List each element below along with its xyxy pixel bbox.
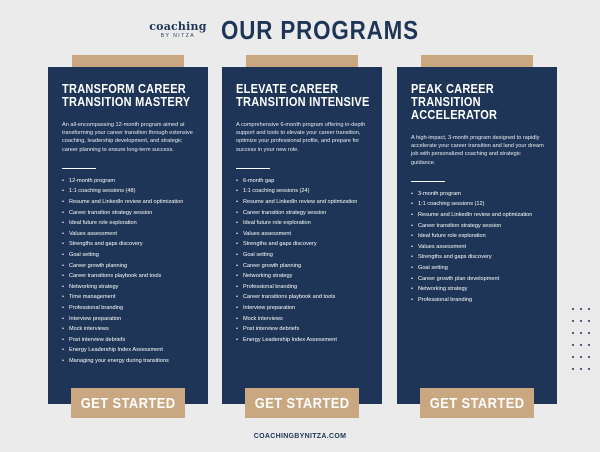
- list-item: • 1:1 coaching sessions (24): [236, 188, 310, 195]
- list-item: • Managing your energy during transitions: [62, 357, 169, 364]
- list-item: • Career transitions playbook and tools: [62, 273, 162, 280]
- page-header: [0, 10, 600, 50]
- list-item: • Energy Leadership Index Assessment: [62, 347, 163, 354]
- program-card-peak: [397, 67, 557, 404]
- program-card-transform: [48, 67, 208, 404]
- list-item: • Ideal future role exploration: [236, 220, 311, 227]
- list-item: • Resume and LinkedIn review and optimization: [411, 212, 533, 218]
- list-item: • 1:1 coaching sessions (12): [411, 201, 485, 208]
- list-item: • Goal setting: [62, 251, 99, 258]
- list-item: • Ideal future role exploration: [411, 233, 486, 240]
- list-item: • Goal setting: [236, 251, 273, 258]
- divider: [236, 168, 270, 169]
- list-item: • Professional branding: [62, 304, 124, 311]
- list-item: • Networking strategy: [411, 286, 468, 293]
- list-item: • Career growth planning: [236, 262, 302, 269]
- list-item: • Resume and LinkedIn review and optimization: [62, 199, 184, 205]
- get-started-button-transform[interactable]: GET STARTED: [71, 388, 185, 418]
- program-description: A high-impact, 3-month program designed to rapidly accelerate your career transition and land your dream job with personalized coaching and strategic guidance.: [411, 135, 544, 166]
- list-item: • Interview preparation: [236, 304, 296, 311]
- list-item: • Time management: [62, 294, 116, 301]
- program-feature-list: [62, 176, 196, 367]
- list-item: • Values assessment: [411, 243, 467, 250]
- list-item: • Strengths and gaps discovery: [62, 241, 143, 248]
- get-started-button-peak[interactable]: GET STARTED: [420, 388, 534, 418]
- program-feature-list: [236, 176, 370, 346]
- list-item: • Mock interviews: [62, 326, 109, 333]
- list-item: • Career growth plan development: [411, 275, 500, 282]
- get-started-button-elevate[interactable]: GET STARTED: [245, 388, 359, 418]
- divider: [62, 168, 96, 169]
- list-item: • Professional branding: [411, 296, 473, 303]
- list-item: • 3-month program: [411, 190, 461, 197]
- list-item: • 6-month gap: [236, 177, 275, 184]
- list-item: • Energy Leadership Index Assessment: [236, 336, 337, 343]
- list-item: • Goal setting: [411, 264, 448, 271]
- list-item: • 1:1 coaching sessions (48): [62, 188, 136, 195]
- program-title: PEAK CAREER TRANSITION ACCELERATOR: [411, 82, 498, 122]
- website-link[interactable]: COACHINGBYNITZA.COM: [253, 433, 347, 440]
- divider: [411, 181, 445, 182]
- list-item: • Networking strategy: [236, 273, 293, 280]
- list-item: • Interview preparation: [62, 315, 122, 322]
- program-title: ELEVATE CAREER TRANSITION INTENSIVE: [236, 82, 370, 109]
- program-description: An all-encompassing 12-month program aimed at transforming your career transition through extensive coaching, leadership development, and strategic career planning to ensure long-term success.: [62, 122, 193, 153]
- list-item: • Values assessment: [62, 230, 118, 237]
- list-item: • Career transitions playbook and tools: [236, 294, 336, 301]
- list-item: • Ideal future role exploration: [62, 220, 137, 227]
- decorative-dot-grid: [572, 308, 596, 378]
- list-item: • Strengths and gaps discovery: [236, 241, 317, 248]
- list-item: • Post interview debriefs: [62, 336, 126, 343]
- program-description: A comprehensive 6-month program offering in-depth support and tools to elevate your career transition, optimize your professional profile, and prepare for success in your new role.: [236, 122, 366, 153]
- list-item: • Professional branding: [236, 283, 298, 290]
- list-item: • Resume and LinkedIn review and optimization: [236, 199, 358, 205]
- page-title: OUR PROGRAMS: [220, 14, 419, 45]
- list-item: • Networking strategy: [62, 283, 119, 290]
- program-title: TRANSFORM CAREER TRANSITION MASTERY: [62, 82, 191, 109]
- list-item: • Post interview debriefs: [236, 326, 300, 333]
- list-item: • Career transition strategy session: [62, 209, 153, 216]
- list-item: • Values assessment: [236, 230, 292, 237]
- program-feature-list: [411, 189, 545, 306]
- logo-tagline: BY NITZA: [160, 33, 196, 39]
- list-item: • Strengths and gaps discovery: [411, 254, 492, 261]
- list-item: • Career transition strategy session: [236, 209, 327, 216]
- list-item: • 12-month program: [62, 177, 115, 184]
- list-item: • Mock interviews: [236, 315, 283, 322]
- brand-logo: [149, 21, 206, 39]
- list-item: • Career transition strategy session: [411, 222, 502, 229]
- list-item: • Career growth planning: [62, 262, 128, 269]
- logo-wordmark: coaching: [149, 20, 207, 33]
- program-card-elevate: [222, 67, 382, 404]
